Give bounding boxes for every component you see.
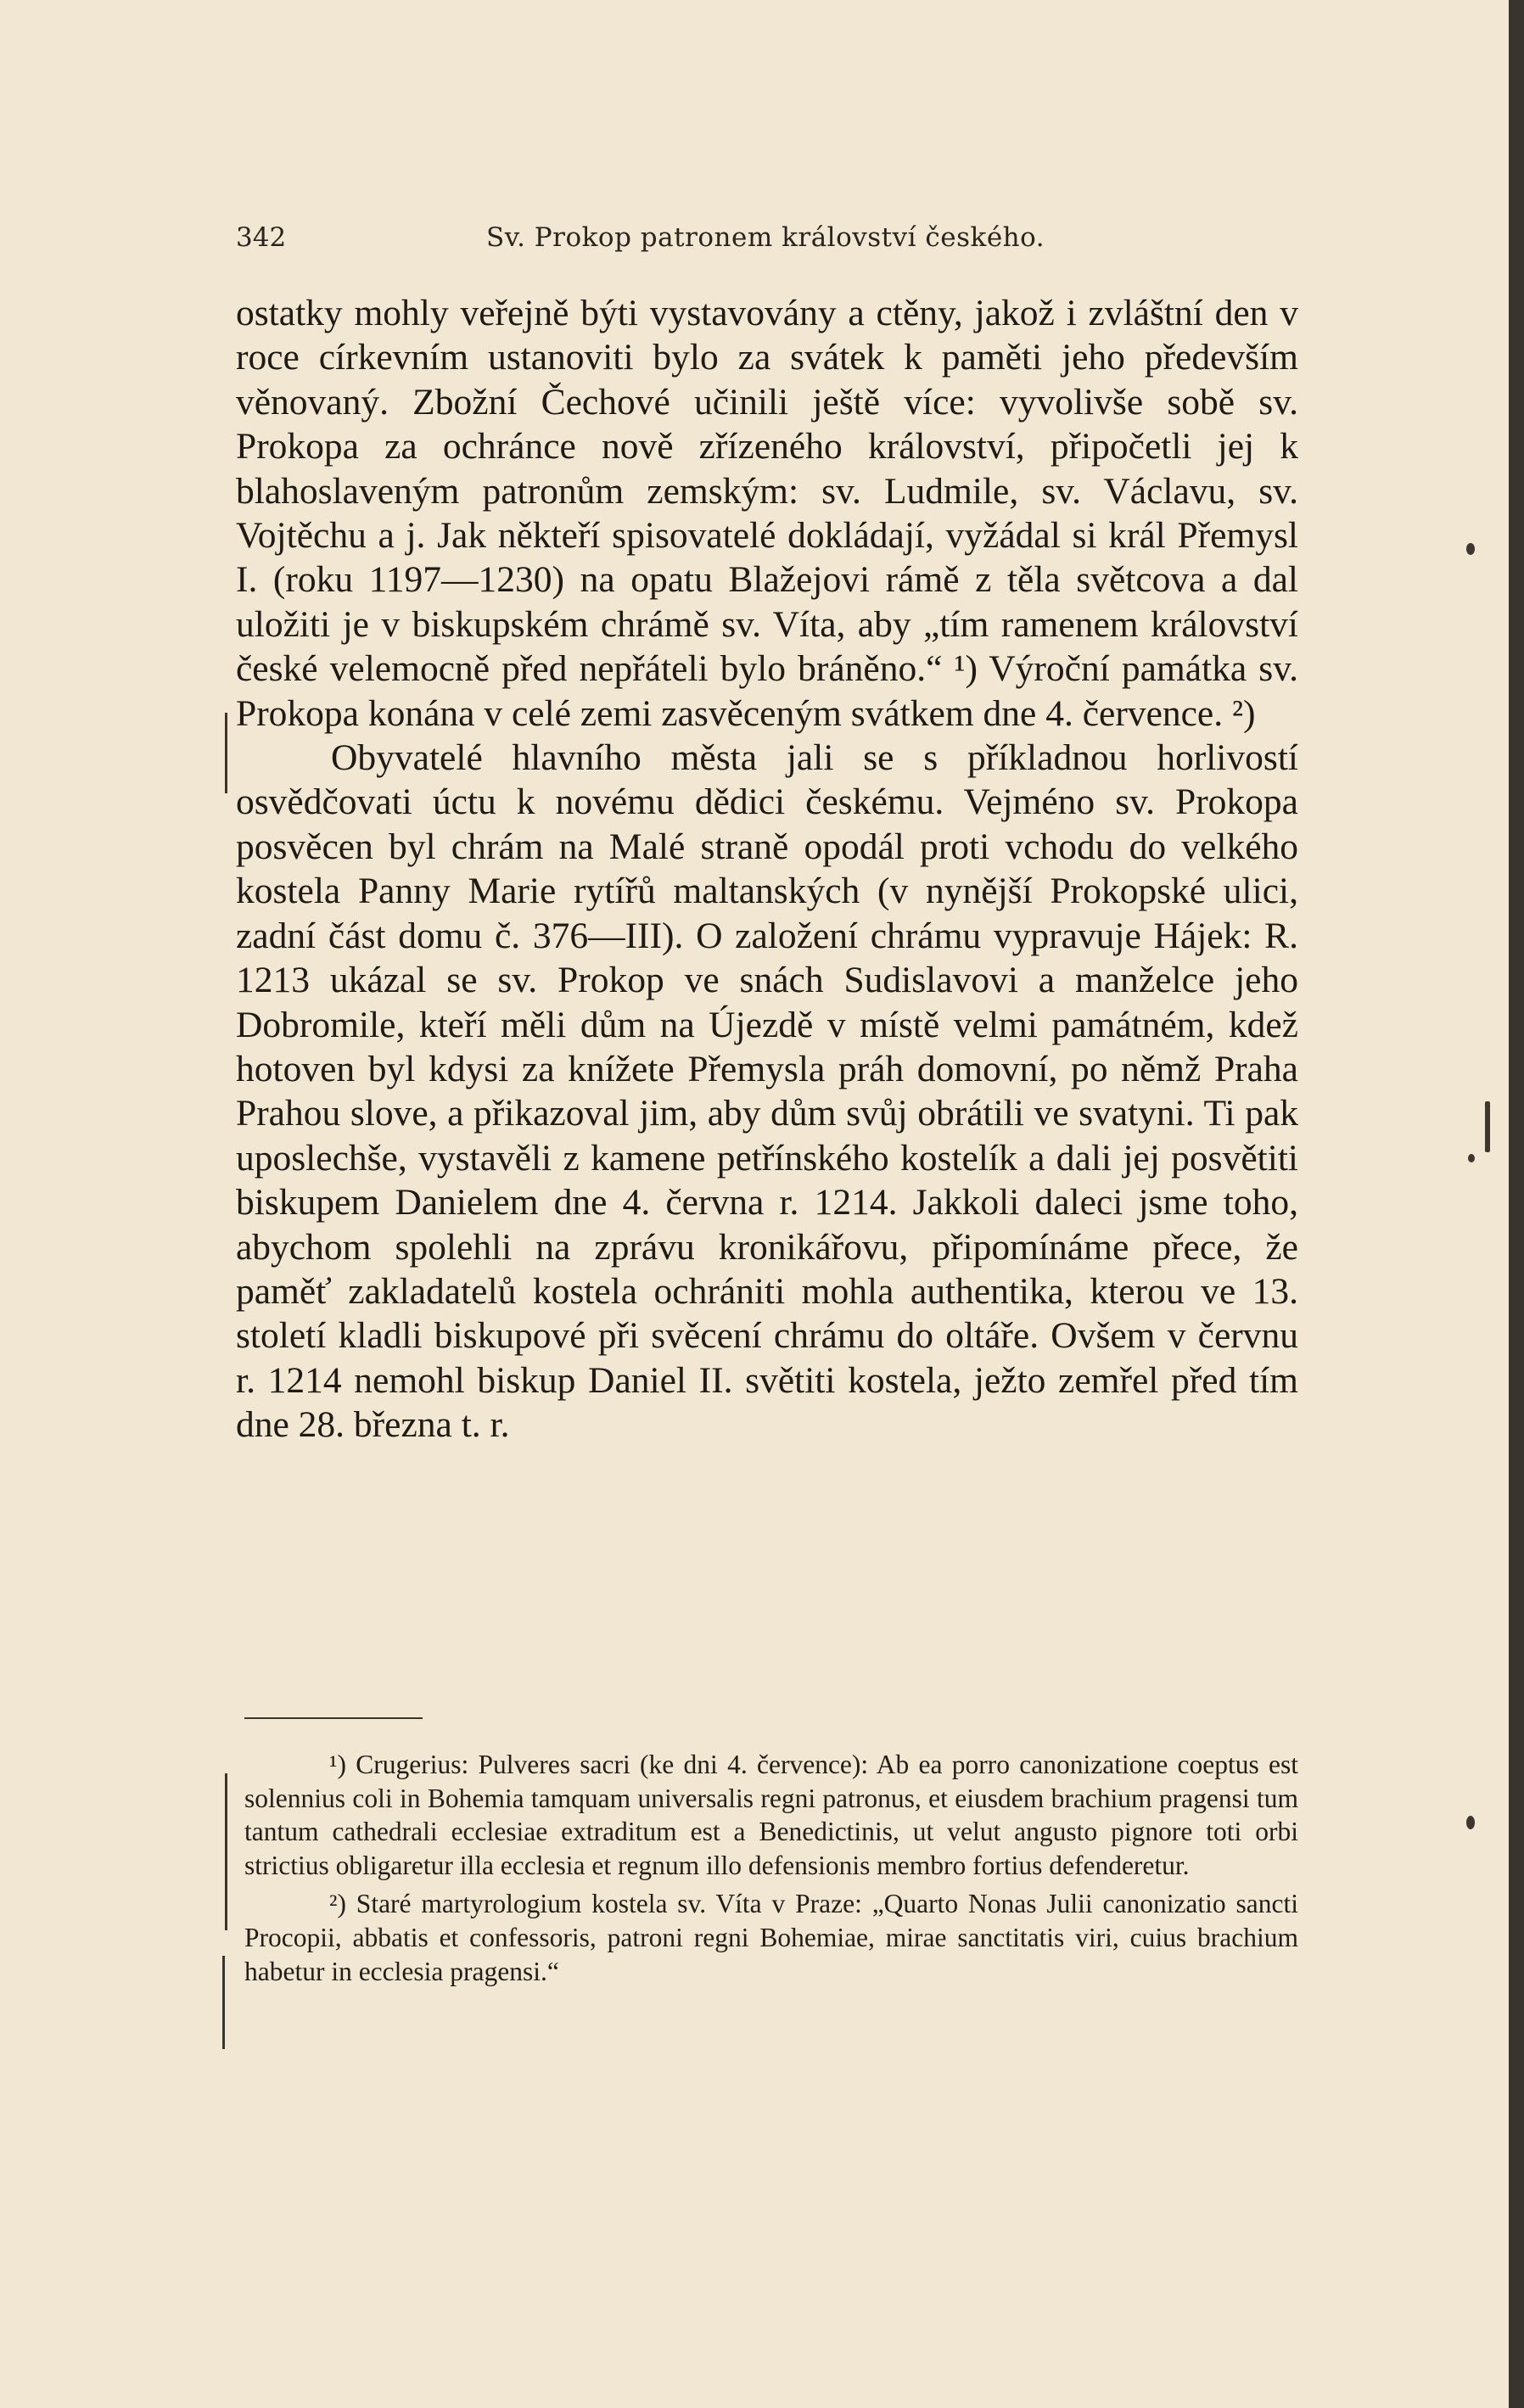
- margin-speck: [1468, 1154, 1475, 1162]
- page-header: [236, 214, 1297, 265]
- running-title: Sv. Prokop patronem království českého.: [486, 222, 1045, 253]
- main-text: [236, 291, 1298, 1448]
- footnotes: [244, 1748, 1298, 1993]
- footnote-separator: [244, 1717, 423, 1719]
- margin-bracket-mark: [225, 1773, 227, 1930]
- footnote: ²) Staré martyrologium kostela sv. Víta v Praze: „Quarto Nonas Julii canonizatio sancti Procopii, abbatis et confessoris, patroni regni Bohemiae, mirae sanctitatis viri, cuius brachium habetur in ecclesia pragensi.“: [244, 1889, 1298, 1986]
- margin-speck: [1466, 543, 1475, 555]
- margin-speck: [1466, 1816, 1475, 1829]
- margin-bracket-mark: [225, 713, 227, 793]
- scan-edge: [1509, 0, 1524, 2408]
- footnote: ¹) Crugerius: Pulveres sacri (ke dni 4. července): Ab ea porro canonizatione coeptus est solennius coli in Bohemia tamquam universalis regni patronus, et eiusdem brachium pragensi tum tantum cathedrali ecclesiae extraditum est a Benedictinis, ut velut angusto pignore toti orbi strictius obligaretur illa ecclesia et regnum illo defensionis membro fortius defenderetur.: [244, 1750, 1298, 1880]
- paragraph: Obyvatelé hlavního města jali se s příkladnou horlivostí osvědčovati úctu k novému dědici českému. Vejméno sv. Prokopa posvěcen byl chrám na Malé straně opodál proti vchodu do velkého kostela Panny Marie rytířů maltanských (v nynější Prokopské ulici, zadní část domu č. 376—III). O založení chrámu vypravuje Hájek: R. 1213 ukázal se sv. Prokop ve snách Sudislavovi a manželce jeho Dobromile, kteří měli dům na Újezdě v místě velmi památném, kdež hotoven byl kdysi za knížete Přemysla práh domovní, po němž Praha Prahou slove, a přikazoval jim, aby dům svůj obrátili ve svatyni. Ti pak uposlechše, vystavěli z kamene petřínského kostelík a dali jej posvětiti biskupem Danielem dne 4. června r. 1214. Jakkoli daleci jsme toho, abychom spolehli na zprávu kronikářovu, připomínáme přece, že paměť zakladatelů kostela ochrániti mohla authentika, kterou ve 13. století kladli biskupové při svěcení chrámu do oltáře. Ovšem v červnu r. 1214 nemohl biskup Daniel II. světiti kostela, ježto zemřel před tím dne 28. března t. r.: [236, 737, 1298, 1446]
- page-number: 342: [236, 222, 287, 253]
- margin-bracket-mark: [222, 1956, 225, 2049]
- margin-speck: [1485, 1101, 1490, 1152]
- paragraph: ostatky mohly veřejně býti vystavovány a ctěny, jakož i zvláštní den v roce církevním ustanoviti bylo za svátek k paměti jeho především věnovaný. Zbožní Čechové učinili ještě více: vyvolivše sobě sv. Prokopa za ochránce nově zřízeného království, připočetli jej k blahoslaveným patronům zemským: sv. Ludmile, sv. Václavu, sv. Vojtěchu a j. Jak někteří spisovatelé dokládají, vyžádal si král Přemysl I. (roku 1197—1230) na opatu Blažejovi rámě z těla světcova a dal uložiti je v biskupském chrámě sv. Víta, aby „tím ramenem království české velemocně před nepřáteli bylo bráněno.“ ¹) Výroční památka sv. Prokopa konána v celé zemi zasvěceným svátkem dne 4. července. ²): [236, 293, 1298, 734]
